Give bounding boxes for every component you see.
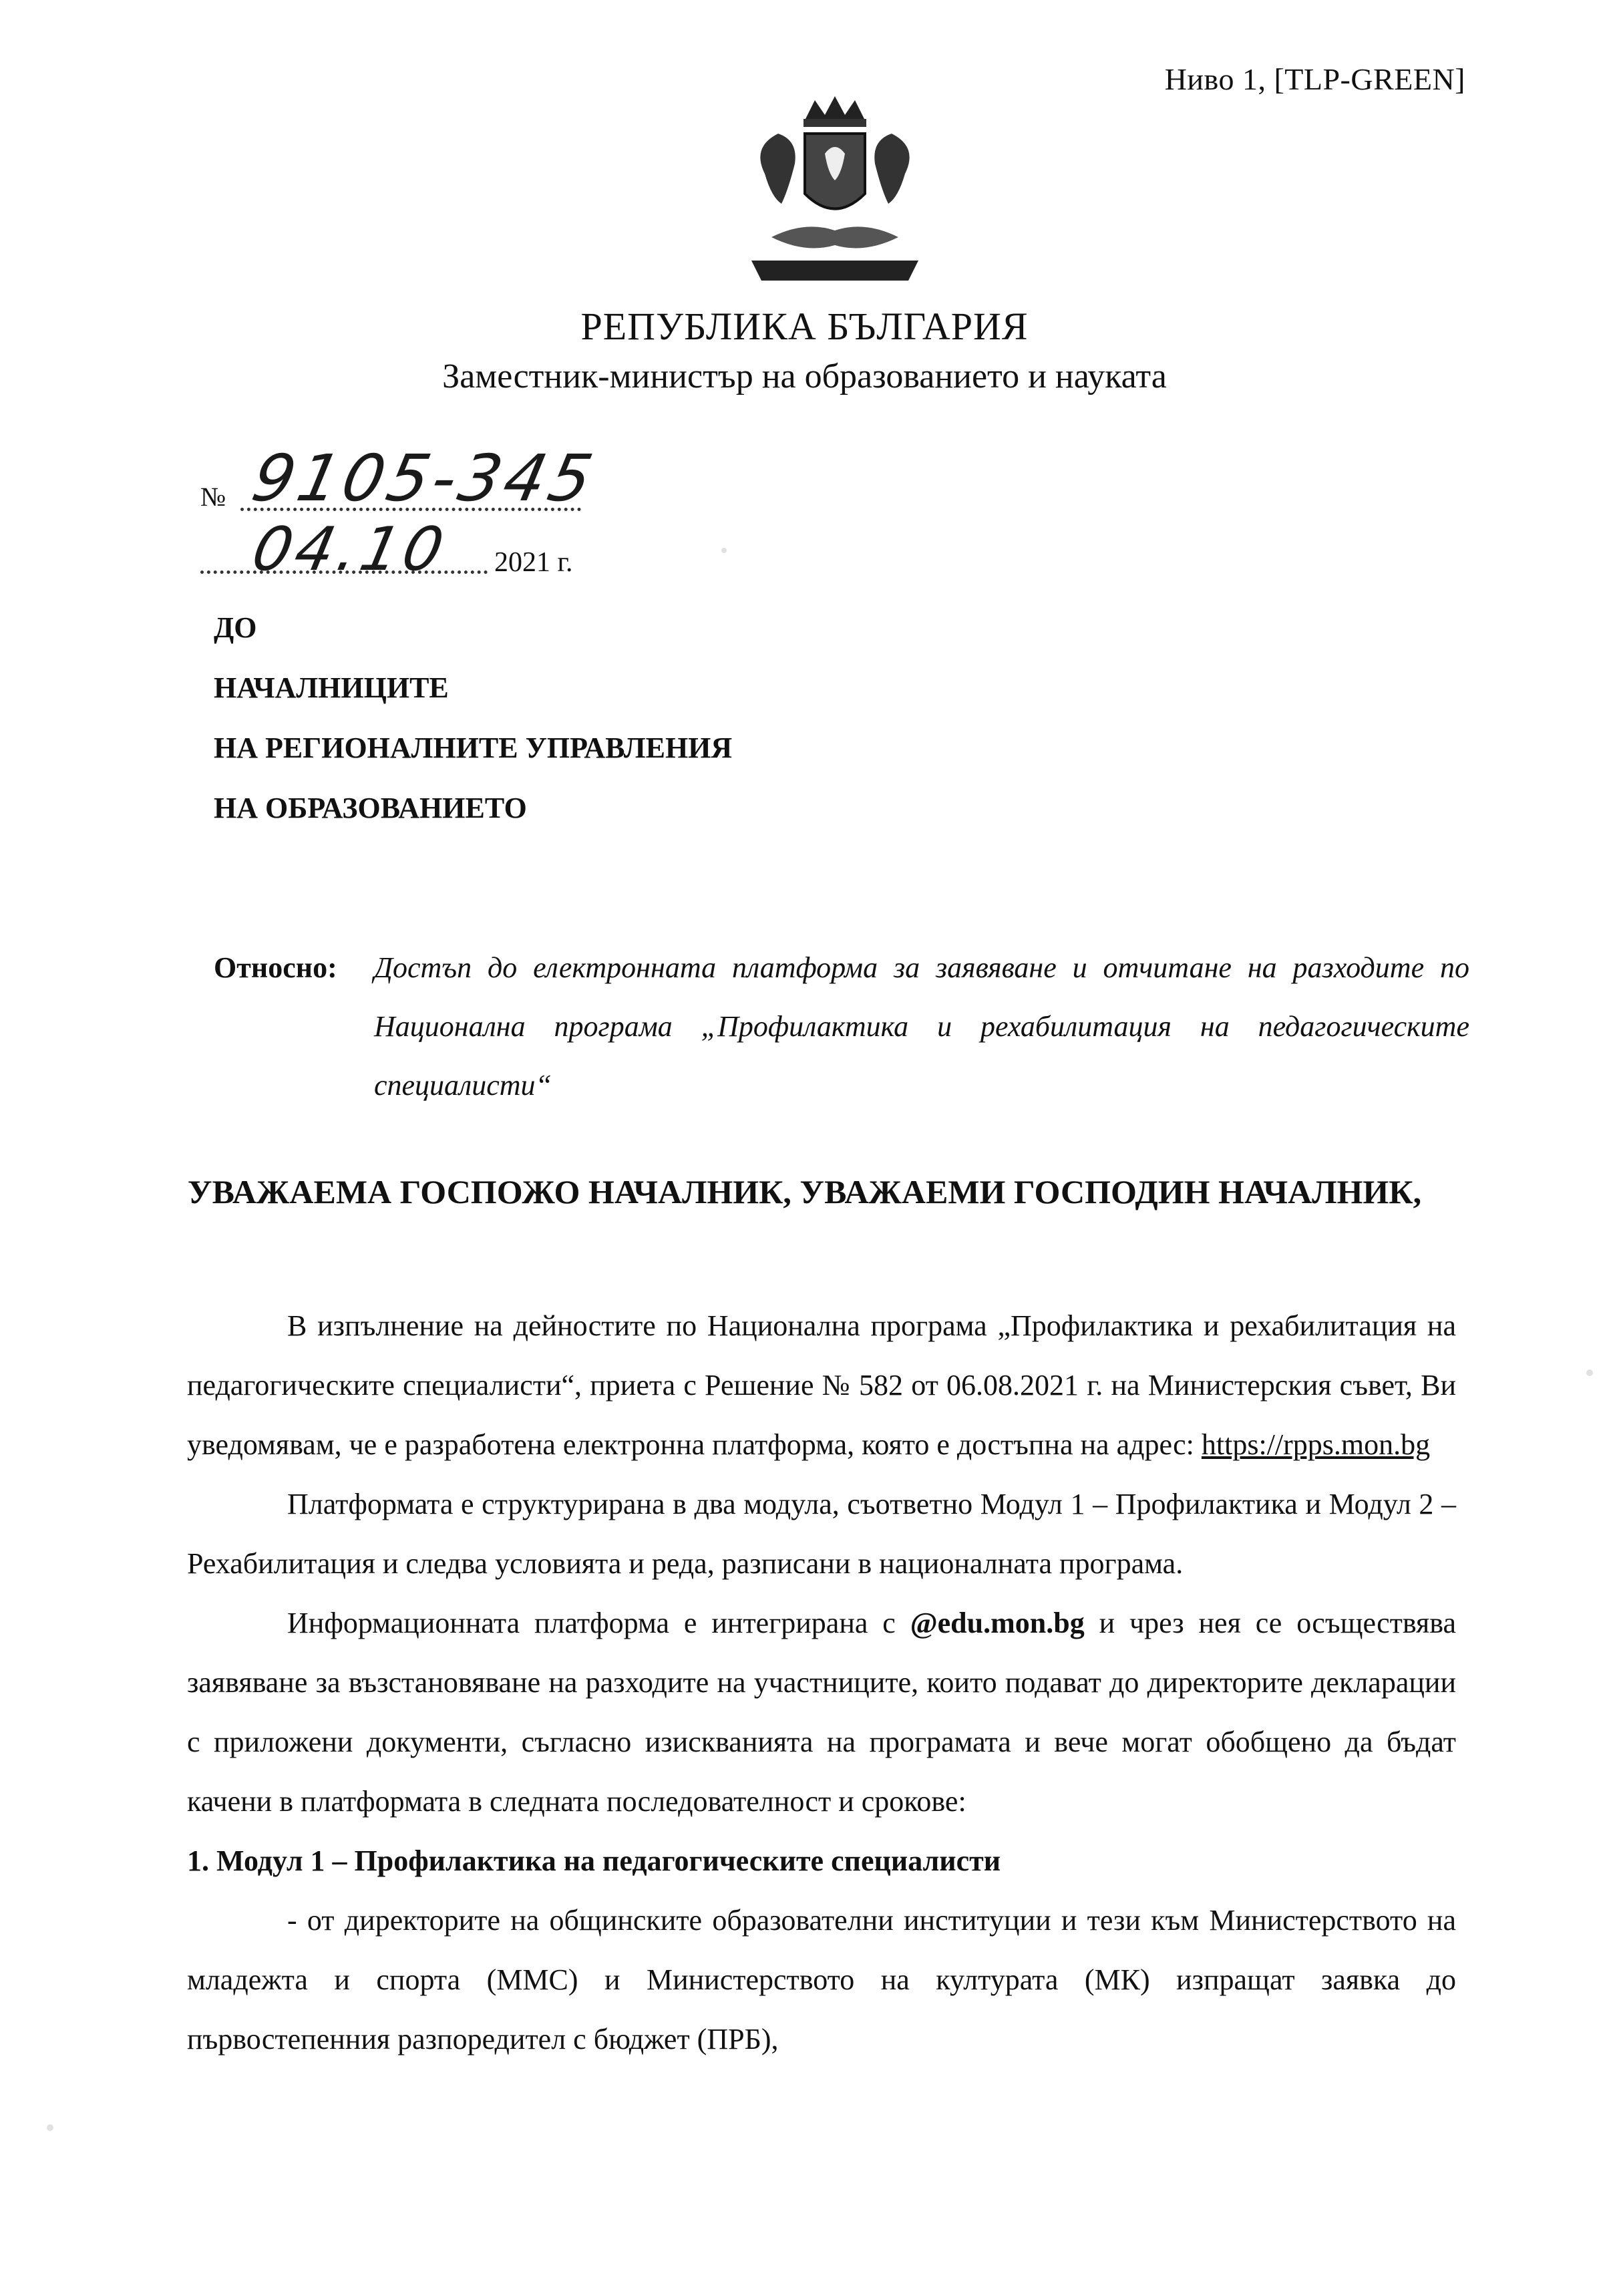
platform-link[interactable]: https://rpps.mon.bg [1201, 1428, 1431, 1461]
paragraph-text: Информационната платформа е интегрирана с [287, 1607, 910, 1639]
letter-body [187, 1296, 1456, 2069]
bullet-item: - от директорите на общинските образователни институции и тези към Министерството на младежта и спорта (ММС) и Министерството на културата (МК) изпращат заявка до първостепенния разпоредител с бюджет (ПРБ), [187, 1904, 1456, 2056]
number-label: № [200, 482, 226, 512]
scan-smudge [1586, 1369, 1593, 1376]
addressee-line: НА РЕГИОНАЛНИТЕ УПРАВЛЕНИЯ [214, 731, 733, 764]
addressee-block [214, 598, 732, 838]
header-office: Заместник-министър на образованието и науката [442, 357, 1167, 395]
handwritten-date: 04.10 [246, 514, 454, 585]
registration-number [200, 441, 601, 514]
header-country: РЕПУБЛИКА БЪЛГАРИЯ [580, 305, 1029, 348]
registration-date [200, 514, 668, 588]
scan-smudge [47, 2124, 53, 2131]
paragraph-text: В изпълнение на дейностите по Национална програма „Профилактика и рехабилитация на педагогическите специалисти“, приета с Решение № 582 от 06.08.2021 г. на Министерския съвет, Ви уведомявам, че е разработена електронна платформа, която е достъпна на адрес: [187, 1309, 1456, 1461]
classification-label: Ниво 1, [TLP-GREEN] [1164, 62, 1465, 96]
edu-domain: @edu.mon.bg [910, 1607, 1085, 1639]
subject-text: Достъп до електронната платформа за заявяване и отчитане на разходите по Национална програма „Профилактика и рехабилитация на педагогическите специалисти“ [374, 951, 1469, 1102]
section-heading: 1. Модул 1 – Профилактика на педагогическите специалисти [187, 1844, 1001, 1877]
scan-smudge [721, 548, 727, 553]
paragraph [187, 1296, 1456, 1474]
addressee-line: ДО [214, 611, 257, 644]
subject-label: Относно: [214, 951, 337, 984]
paragraph [187, 1593, 1456, 1831]
handwritten-number: 9105-345 [246, 441, 603, 516]
salutation: УВАЖАЕМА ГОСПОЖО НАЧАЛНИК, УВАЖАЕМИ ГОСПОДИН НАЧАЛНИК, [187, 1173, 1422, 1210]
addressee-line: НАЧАЛНИЦИТЕ [214, 671, 449, 704]
paragraph-text: и чрез нея се осъществява заявяване за възстановяване на разходите на участниците, които подават до директорите декларации с приложени документи, съгласно изискванията на програмата и вече могат обобщено да бъдат качени в платформата в следната последователност и срокове: [187, 1607, 1456, 1818]
paragraph: Платформата е структурирана в два модула, съответно Модул 1 – Профилактика и Модул 2 – Рехабилитация и следва условията и реда, разписани в националната програма. [187, 1488, 1456, 1580]
addressee-line: НА ОБРАЗОВАНИЕТО [214, 792, 527, 824]
date-year: 2021 г. [494, 547, 573, 578]
bulgarian-coat-of-arms-icon [725, 94, 945, 294]
